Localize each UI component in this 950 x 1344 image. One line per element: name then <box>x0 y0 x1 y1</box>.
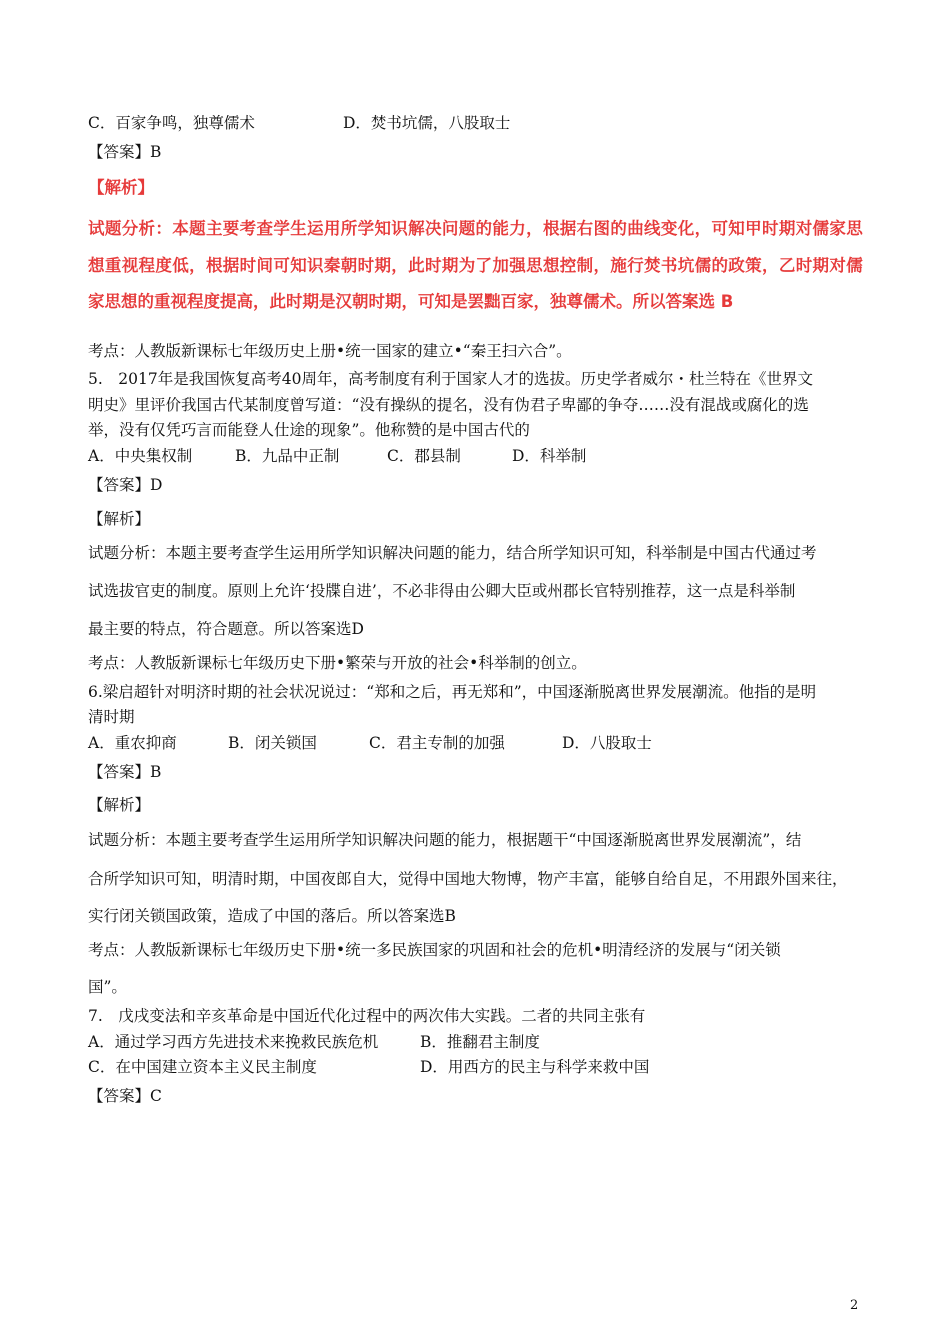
q5-analysis-line-2: 试选拔官吏的制度。原则上允许‘投牒自进’，不必非得由公卿大臣或州郡长官特别推荐，这一点是科举制 <box>88 582 796 600</box>
q4-option-d: D．焚书坑儒，八股取士 <box>343 114 511 132</box>
q5-option-a: A．中央集权制 <box>88 447 193 465</box>
q6-option-b: B．闭关锁国 <box>228 734 317 752</box>
q5-option-b: B．九品中正制 <box>235 447 340 465</box>
q6-analysis-line-2: 合所学知识可知，明清时期，中国夜郎自大，觉得中国地大物博，物产丰富，能够自给自足，不用跟外国来往， <box>88 870 848 888</box>
q6-option-c: C．君主专制的加强 <box>369 734 505 752</box>
q5-kaodian: 考点：人教版新课标七年级历史下册•繁荣与开放的社会•科举制的创立。 <box>88 654 587 672</box>
q5-answer: 【答案】D <box>88 476 163 494</box>
q5-analysis-line-3: 最主要的特点，符合题意。所以答案选D <box>88 620 364 638</box>
q7-option-d: D．用西方的民主与科学来救中国 <box>420 1058 650 1076</box>
q4-option-c: C．百家争鸣，独尊儒术 <box>88 114 255 132</box>
q5-option-d: D．科举制 <box>512 447 587 465</box>
q5-stem-line-1: 5. 2017年是我国恢复高考40周年，高考制度有利于国家人才的选拔。历史学者威尔・杜兰特在《世界文 <box>88 370 813 388</box>
q7-option-b: B．推翻君主制度 <box>420 1033 540 1051</box>
q5-analysis-line-1: 试题分析：本题主要考查学生运用所学知识解决问题的能力，结合所学知识可知，科举制是中国古代通过考 <box>88 544 817 562</box>
q6-stem-line-1: 6.梁启超针对明济时期的社会状况说过：“郑和之后，再无郑和”，中国逐渐脱离世界发展潮流。他指的是明 <box>88 683 817 701</box>
q5-analysis-label: 【解析】 <box>88 510 151 528</box>
page-number: 2 <box>850 1298 859 1313</box>
q4-analysis-line-3: 家思想的重视程度提高，此时期是汉朝时期，可知是罢黜百家，独尊儒术。所以答案选 B <box>88 292 734 311</box>
q4-kaodian: 考点：人教版新课标七年级历史上册•统一国家的建立•“秦王扫六合”。 <box>88 342 572 360</box>
q5-stem-line-2: 明史》里评价我国古代某制度曾写道：“没有操纵的提名，没有伪君子卑鄙的争夺……没有混战或腐化的选 <box>88 396 809 414</box>
q7-answer: 【答案】C <box>88 1087 162 1105</box>
q7-stem: 7. 戊戌变法和辛亥革命是中国近代化过程中的两次伟大实践。二者的共同主张有 <box>88 1007 646 1025</box>
q6-analysis-line-3: 实行闭关锁国政策，造成了中国的落后。所以答案选B <box>88 907 456 925</box>
q6-option-a: A．重农抑商 <box>88 734 177 752</box>
q6-answer: 【答案】B <box>88 763 162 781</box>
q6-kaodian-line-1: 考点：人教版新课标七年级历史下册•统一多民族国家的巩固和社会的危机•明清经济的发展与“闭关锁 <box>88 941 781 959</box>
q7-option-c: C．在中国建立资本主义民主制度 <box>88 1058 317 1076</box>
q6-kaodian-line-2: 国”。 <box>88 978 127 996</box>
q4-answer: 【答案】B <box>88 143 162 161</box>
q7-option-a: A．通过学习西方先进技术来挽救民族危机 <box>88 1033 379 1051</box>
q6-stem-line-2: 清时期 <box>88 708 135 726</box>
q4-analysis-line-1: 试题分析：本题主要考查学生运用所学知识解决问题的能力，根据右图的曲线变化，可知甲时期对儒家思 <box>88 219 864 238</box>
q4-analysis-line-2: 想重视程度低，根据时间可知识秦朝时期，此时期为了加强思想控制，施行焚书坑儒的政策，乙时期对儒 <box>88 256 864 275</box>
q6-analysis-label: 【解析】 <box>88 796 151 814</box>
q6-option-d: D．八股取士 <box>562 734 652 752</box>
q4-analysis-label: 【解析】 <box>88 178 154 197</box>
q6-analysis-line-1: 试题分析：本题主要考查学生运用所学知识解决问题的能力，根据题干“中国逐渐脱离世界发展潮流”，结 <box>88 831 802 849</box>
q5-option-c: C．郡县制 <box>387 447 461 465</box>
q5-stem-line-3: 举，没有仅凭巧言而能登人仕途的现象”。他称赞的是中国古代的 <box>88 421 530 439</box>
